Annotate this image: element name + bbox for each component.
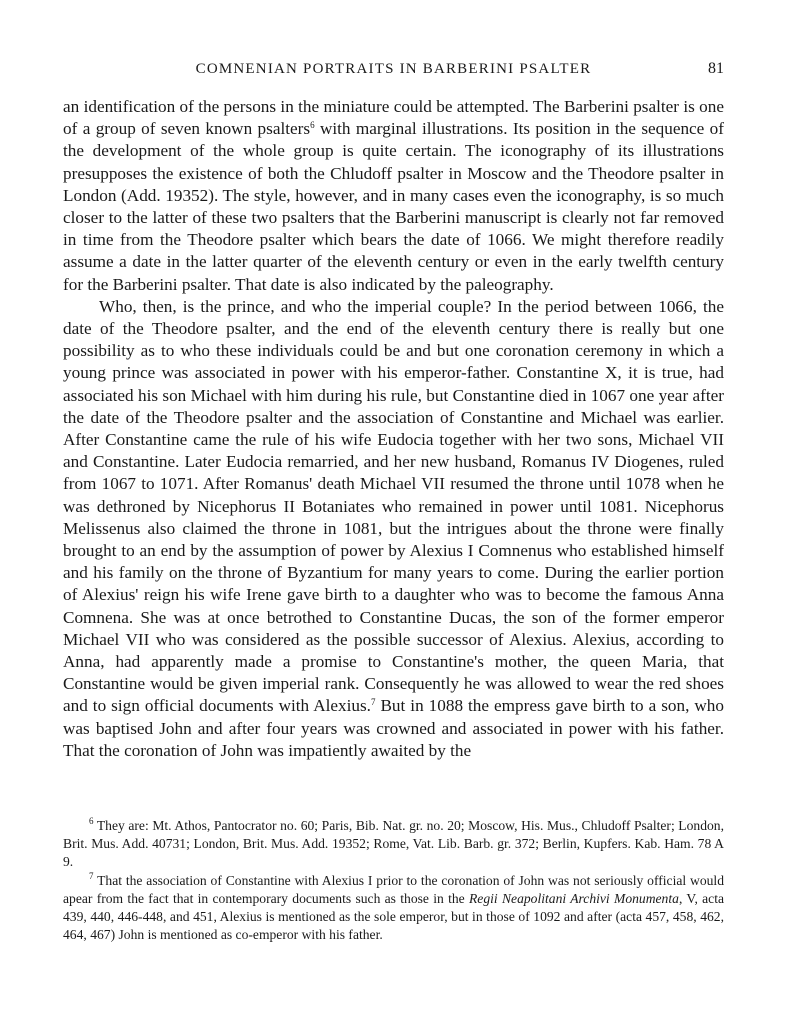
body-text	[63, 96, 724, 762]
paragraph-2-text-b: But in 1088 the empress gave birth to a son, who was baptised John and after four years was crowned and associated in power with his father. That the coronation of John was impatiently awaited by the	[63, 696, 724, 760]
footnote-7	[63, 872, 724, 945]
paragraph-2-text-a: Who, then, is the prince, and who the imperial couple? In the period between 1066, the date of the Theodore psalter, and the end of the eleventh century there is really but one possibility as to who these individuals could be and but one coronation ceremony in which a young prince was associated in power with his emperor-father. Constantine X, it is true, had associated his son Michael with him during his rule, but Constantine died in 1067 one year after the date of the Theodore psalter and the association of Constantine and Michael was earlier. After Constantine came the rule of his wife Eudocia together with her two sons, Michael VII and Constantine. Later Eudocia remarried, and her new husband, Romanus IV Diogenes, ruled from 1067 to 1071. After Romanus' death Michael VII resumed the throne until 1078 when he was dethroned by Nicephorus II Botaniates who remained in power until 1081. Nicephorus Melissenus also claimed the throne in 1081, but the intrigues about the throne were finally brought to an end by the assumption of power by Alexius I Comnenus who established himself and his family on the throne of Byzantium for many years to come. During the earlier portion of Alexius' reign his wife Irene gave birth to a daughter who was to become the famous Anna Comnena. She was at once betrothed to Constantine Ducas, the son of the former emperor Michael VII who was considered as the possible successor of Alexius. Alexius, according to Anna, had apparently made a promise to Constantine's mother, the queen Maria, that Constantine would be given imperial rank. Consequently he was allowed to wear the red shoes and to sign official documents with Alexius.	[63, 296, 724, 716]
page-number: 81	[708, 60, 724, 77]
footnote-7-italic-title: Regii Neapolitani Archivi Monumenta	[469, 890, 679, 906]
footnotes	[63, 817, 724, 944]
footnote-6-mark: 6	[89, 816, 94, 826]
footnote-7-text-a: That the association of Constantine with Alexius I prior to the coronation of John was not seriously official would apear from the fact that in contemporary documents such as those in the	[63, 872, 724, 906]
footnote-ref-6: 6	[310, 120, 315, 131]
footnote-6	[63, 817, 724, 872]
running-title: COMNENIAN PORTRAITS IN BARBERINI PSALTER	[195, 61, 592, 77]
paragraph-1-text-a: an identification of the persons in the miniature could be attempted. The Barberini psalter is one of a group of seven known psalters	[63, 97, 724, 139]
footnote-6-text: They are: Mt. Athos, Pantocrator no. 60; Paris, Bib. Nat. gr. no. 20; Moscow, His. Mus., Chludoff Psalter; London, Brit. Mus. Add. 40731; London, Brit. Mus. Add. 19352; Rome, Vat. Lib. Barb. gr. 372; Berlin, Kupfers. Kab. Ham. 78 A 9.	[63, 818, 724, 870]
paragraph-1-text-b: with marginal illustrations. Its position in the sequence of the development of the whole group is quite certain. The iconography of its illustrations presupposes the existence of both the Chludoff psalter in Moscow and the Theodore psalter in London (Add. 19352). The style, however, and in many cases even the iconography, is so much closer to the latter of these two psalters that the Barberini manuscript is clearly not far removed in time from the Theodore psalter which bears the date of 1066. We might therefore readily assume a date in the latter quarter of the eleventh century or even in the early twelfth century for the Barberini psalter. That date is also indicated by the paleography.	[63, 119, 724, 294]
paragraph-2	[63, 296, 724, 762]
footnote-ref-7: 7	[370, 697, 376, 708]
paragraph-1	[63, 96, 724, 296]
footnote-7-text-b: , V, acta 439, 440, 446-448, and 451, Alexius is mentioned as the sole emperor, but in those of 1092 and after (acta 457, 458, 462, 464, 467) John is mentioned as co-emperor with his father.	[63, 890, 724, 943]
footnote-7-mark: 7	[89, 870, 94, 881]
running-head	[63, 60, 724, 82]
